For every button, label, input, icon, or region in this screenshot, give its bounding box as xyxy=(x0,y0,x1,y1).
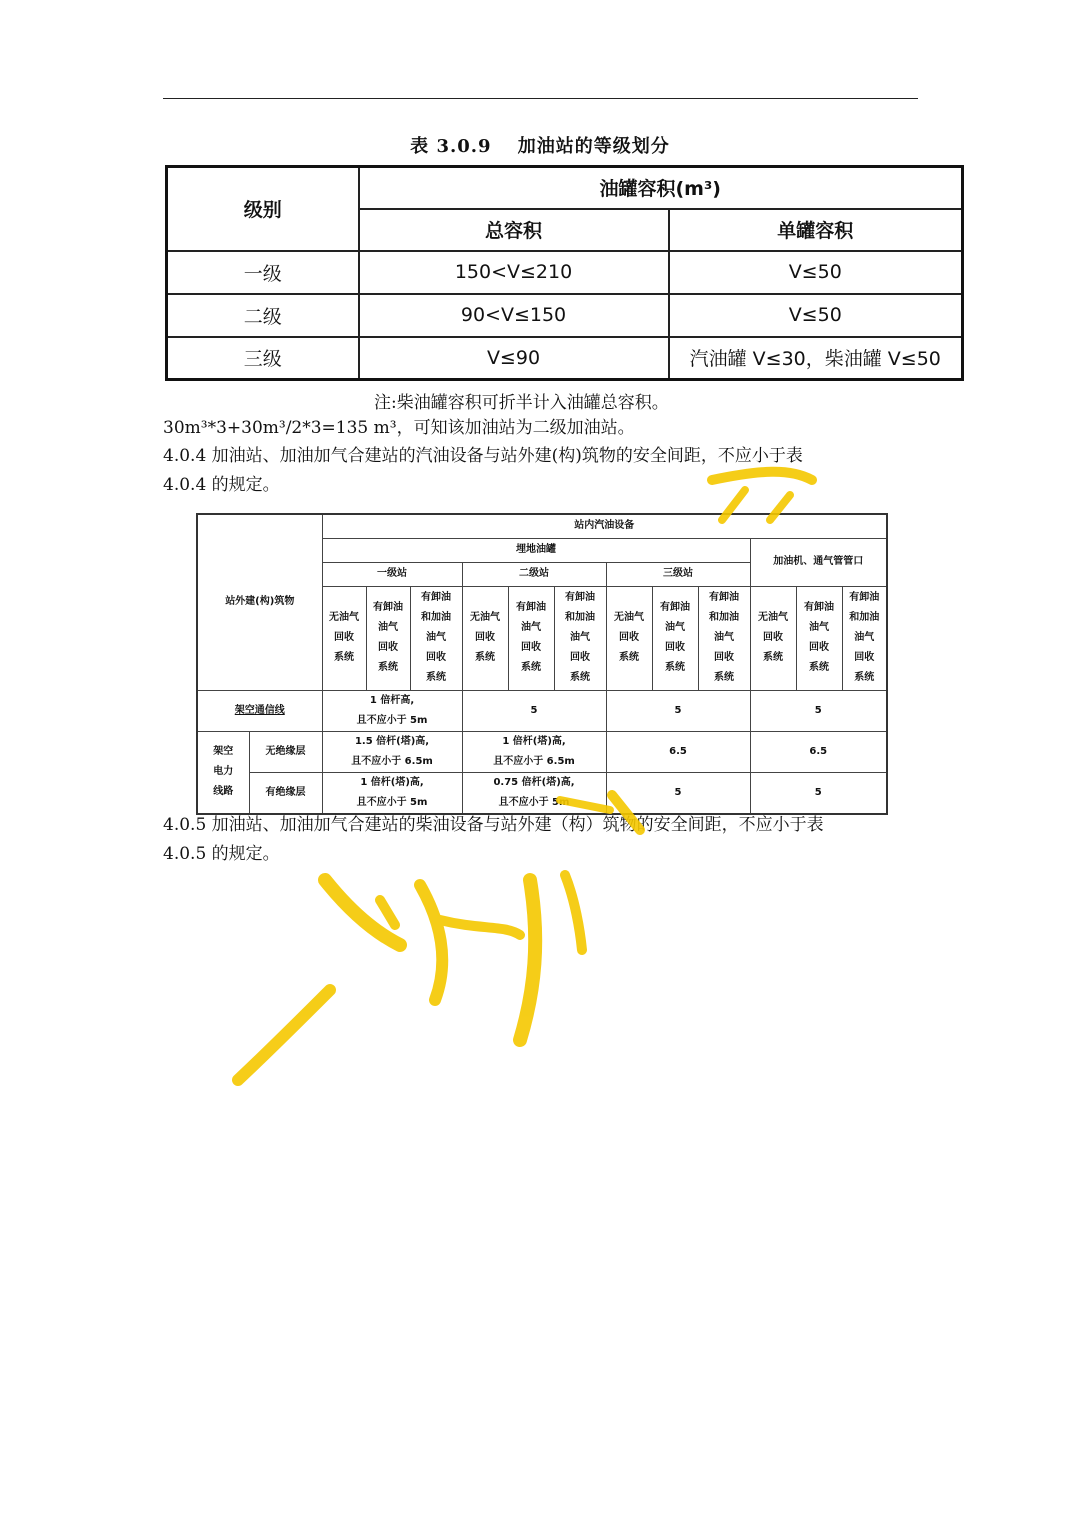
header-total: 总容积 xyxy=(359,209,669,251)
table-note: 注:柴油罐容积可折半计入油罐总容积。 xyxy=(374,393,669,413)
noins-d-cell: 6.5 xyxy=(750,731,887,772)
top-header: 站内汽油设备 xyxy=(322,514,887,538)
tank-header: 埋地油罐 xyxy=(322,538,750,562)
comm-l2-cell: 5 xyxy=(462,690,606,731)
total-cell: 150<V≤210 xyxy=(359,251,669,294)
subcolumn-header: 有卸油 和加油 油气 回收 系统 xyxy=(554,586,606,690)
level1-header: 一级站 xyxy=(322,562,462,586)
calc-paragraph: 30m³*3+30m³/2*3=135 m³，可知该加油站为二级加油站。 xyxy=(163,418,635,438)
table-3-0-9-caption: 表 3.0.9 加油站的等级划分 xyxy=(410,136,670,157)
noins-l1-cell: 1.5 倍杆(塔)高, 且不应小于 6.5m xyxy=(322,731,462,772)
total-cell: V≤90 xyxy=(359,337,669,380)
watermark-stroke xyxy=(420,885,442,1000)
header-grade: 级别 xyxy=(167,167,359,251)
subcolumn-header: 有卸油 油气 回收 系统 xyxy=(652,586,698,690)
single-cell: V≤50 xyxy=(669,294,963,337)
dispenser-header: 加油机、通气管管口 xyxy=(750,538,887,586)
grade-cell: 一级 xyxy=(167,251,359,294)
row-header: 站外建(构)筑物 xyxy=(197,514,322,690)
noins-l2-cell: 1 倍杆(塔)高, 且不应小于 6.5m xyxy=(462,731,606,772)
clause-4-0-4-line2: 4.0.4 的规定。 xyxy=(163,475,280,495)
clause-4-0-5-line2: 4.0.5 的规定。 xyxy=(163,844,280,864)
subcolumn-header: 无油气 回收 系统 xyxy=(322,586,366,690)
level3-header: 三级站 xyxy=(606,562,750,586)
level2-header: 二级站 xyxy=(462,562,606,586)
ins-l2-cell: 0.75 倍杆(塔)高, 且不应小于 5m xyxy=(462,772,606,814)
ins-l1-cell: 1 倍杆(塔)高, 且不应小于 5m xyxy=(322,772,462,814)
subcolumn-header: 有卸油 和加油 油气 回收 系统 xyxy=(698,586,750,690)
total-cell: 90<V≤150 xyxy=(359,294,669,337)
grade-cell: 三级 xyxy=(167,337,359,380)
clause-4-0-4-line1: 4.0.4 加油站、加油加气合建站的汽油设备与站外建(构)筑物的安全间距，不应小于表 xyxy=(163,446,803,466)
header-capacity: 油罐容积(m³) xyxy=(359,167,963,209)
table-3-0-9 xyxy=(165,165,964,381)
table-4-0-4 xyxy=(196,513,888,815)
header-single: 单罐容积 xyxy=(669,209,963,251)
single-cell: 汽油罐 V≤30，柴油罐 V≤50 xyxy=(669,337,963,380)
watermark-stroke xyxy=(520,880,535,1040)
watermark-stroke xyxy=(325,880,400,945)
subcolumn-header: 无油气 回收 系统 xyxy=(462,586,508,690)
watermark-stroke xyxy=(440,920,520,935)
noins-l3-cell: 6.5 xyxy=(606,731,750,772)
subcolumn-header: 无油气 回收 系统 xyxy=(606,586,652,690)
comm-line-label: 架空通信线 xyxy=(197,690,322,731)
subcolumn-header: 有卸油 油气 回收 系统 xyxy=(796,586,842,690)
subcolumn-header: 有卸油 和加油 油气 回收 系统 xyxy=(410,586,462,690)
subcolumn-header: 无油气 回收 系统 xyxy=(750,586,796,690)
insulation-label: 有绝缘层 xyxy=(249,772,322,814)
watermark-stroke xyxy=(380,900,395,925)
watermark-stroke xyxy=(565,875,582,950)
ins-l3-cell: 5 xyxy=(606,772,750,814)
subcolumn-header: 有卸油 和加油 油气 回收 系统 xyxy=(842,586,887,690)
comm-d-cell: 5 xyxy=(750,690,887,731)
single-cell: V≤50 xyxy=(669,251,963,294)
header-rule xyxy=(163,98,918,99)
ins-d-cell: 5 xyxy=(750,772,887,814)
power-line-label: 架空 电力 线路 xyxy=(197,731,249,814)
subcolumn-header: 有卸油 油气 回收 系统 xyxy=(508,586,554,690)
watermark-stroke xyxy=(238,990,330,1080)
comm-l3-cell: 5 xyxy=(606,690,750,731)
comm-l1-cell: 1 倍杆高, 且不应小于 5m xyxy=(322,690,462,731)
subcolumn-header: 有卸油 油气 回收 系统 xyxy=(366,586,410,690)
clause-4-0-5-line1: 4.0.5 加油站、加油加气合建站的柴油设备与站外建（构）筑物的安全间距，不应小于表 xyxy=(163,815,824,835)
grade-cell: 二级 xyxy=(167,294,359,337)
no-insulation-label: 无绝缘层 xyxy=(249,731,322,772)
